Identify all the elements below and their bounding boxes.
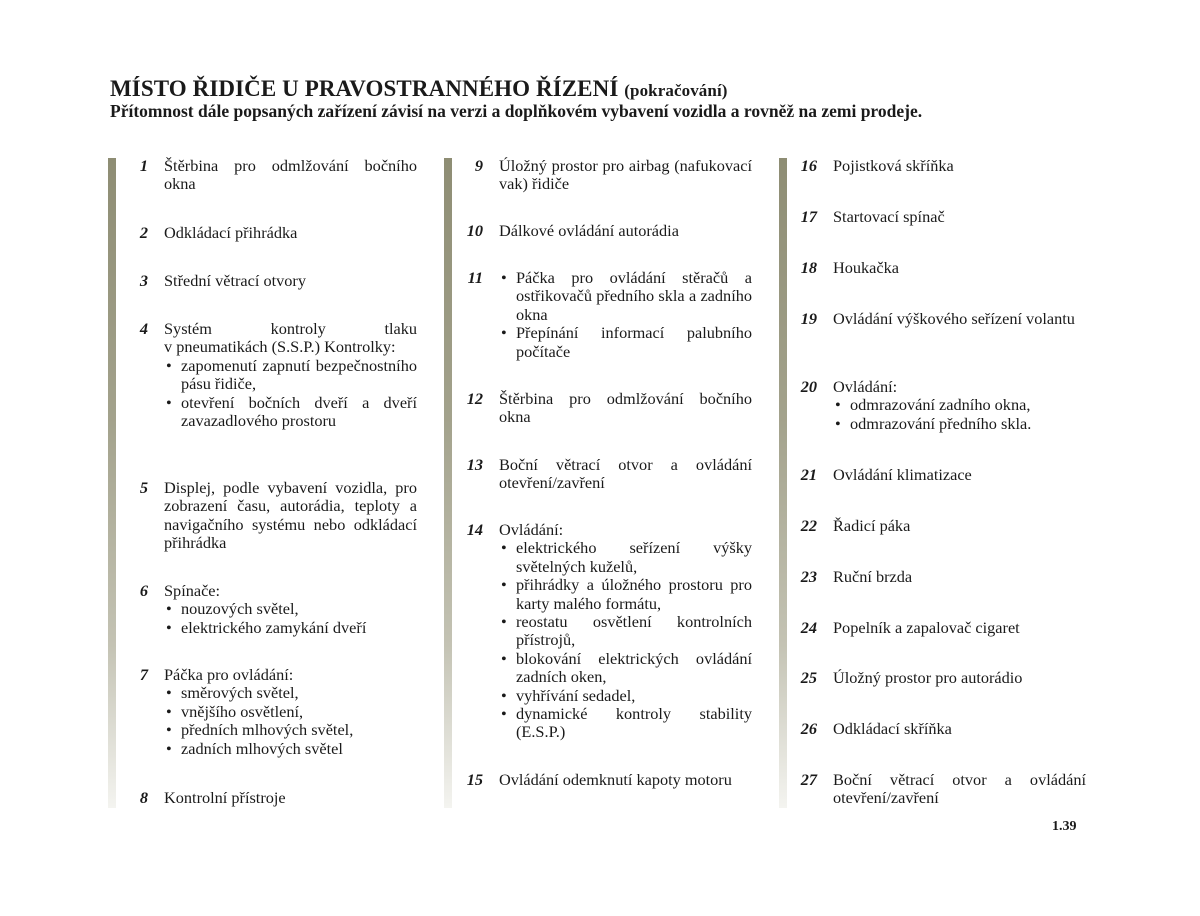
bullet-item [499,705,752,742]
bullet-item [164,619,417,637]
item-body [164,582,417,637]
item-body [164,320,417,430]
bullet-text: otevření bočních dveří a dveří zavazadlového prostoru [181,392,417,431]
bullet-icon: • [501,575,507,595]
bullet-icon: • [501,704,507,724]
item-text: Kontrolní přístroje [164,788,286,807]
item-number: 21 [800,465,817,484]
item-body [499,456,752,493]
bullet-text: odmrazování předního skla. [850,413,1032,433]
item-body [833,669,1086,687]
item-body [833,208,1086,226]
bullet-text: elektrického zamykání dveří [181,617,367,637]
item-number: 10 [466,221,483,240]
item-body [833,568,1086,586]
bullet-text: elektrického seřízení výšky světelných kuželů, [516,538,752,576]
bullet-item [164,394,417,431]
bullet-item [164,600,417,618]
item-body [499,222,752,240]
item-text: Odkládací skříňka [833,719,952,738]
page-subtitle: Přítomnost dále popsaných zařízení závisí na verzi a doplňkovém vybavení vozidla a rovněž na zemi prodeje. [110,101,923,121]
bullet-item [499,576,752,613]
bullet-icon: • [501,648,507,668]
bullet-item [499,539,752,576]
item-text: Displej, podle vybavení vozidla, pro zobrazení času, autorádia, teploty a navigačního systému nebo odkládací přihrádka [164,478,417,553]
item-body [164,666,417,758]
item-text: Houkačka [833,258,899,277]
bullet-icon: • [835,395,841,415]
bullet-icon: • [166,738,172,758]
item-body [833,720,1086,738]
item-number: 3 [139,271,148,290]
bullet-item [499,613,752,650]
bullet-text: Páčka pro ovládání stěračů a ostřikovačů předního skla a zadního okna [516,268,752,324]
item-body [833,466,1086,484]
bullet-icon: • [835,413,841,433]
bullet-text: dynamické kontroly stability (E.S.P.) [516,704,752,742]
bullet-icon: • [166,617,172,637]
item-body [499,390,752,427]
bullet-item [499,324,752,361]
bullet-icon: • [501,685,507,705]
bullet-icon: • [501,612,507,632]
item-body [499,771,752,789]
item-text: Ovládání výškového seřízení volantu [833,309,1075,328]
bullet-text: blokování elektrických ovládání zadních oken, [516,648,752,687]
bullet-text: odmrazování zadního okna, [850,395,1031,415]
bullet-text: přihrádky a úložného prostoru pro karty malého formátu, [516,575,752,613]
item-text: Ovládání: [833,377,898,396]
bullet-icon: • [166,392,172,412]
title-suffix: (pokračování) [624,81,728,100]
item-number: 6 [139,581,148,600]
bullet-text: vnějšího osvětlení, [181,701,304,721]
item-text: Štěrbina pro odmlžování bočního okna [499,389,752,427]
item-number: 26 [800,719,817,738]
item-number: 24 [800,618,817,637]
item-text: Pojistková skříňka [833,156,954,175]
bullet-item [164,703,417,721]
bullet-item [499,687,752,705]
item-number: 7 [139,665,148,684]
item-body [164,789,417,807]
item-body [164,479,417,553]
item-text: Úložný prostor pro autorádio [833,668,1023,687]
item-text: Startovací spínač [833,207,945,226]
bullet-text: předních mlhových světel, [181,720,354,740]
item-text: Ovládání: [499,520,564,539]
item-number: 23 [800,567,817,586]
bullet-item [164,740,417,758]
item-number: 13 [466,455,483,474]
title-main: MÍSTO ŘIDIČE U PRAVOSTRANNÉHO ŘÍZENÍ [110,76,619,101]
bullet-item [833,415,1086,433]
item-text: Systém kontroly tlaku [164,319,417,338]
bullet-item [164,721,417,739]
item-number: 9 [474,156,483,175]
item-text: Páčka pro ovládání: [164,665,294,684]
page-title [110,76,728,102]
item-text: Střední větrací otvory [164,271,306,290]
item-number: 17 [800,207,817,226]
item-number: 19 [800,309,817,328]
item-text: Ovládání odemknutí kapoty motoru [499,770,732,789]
item-number: 11 [467,268,483,287]
bullet-text: zapomenutí zapnutí bezpečnostního pásu řidiče, [181,355,417,394]
bullet-icon: • [166,355,172,375]
item-body [833,378,1086,433]
bullet-item [499,650,752,687]
bullet-icon: • [501,268,507,287]
item-body [164,157,417,194]
bullet-icon: • [166,683,172,703]
bullet-text: vyhřívání sedadel, [516,685,636,705]
bullet-item [164,357,417,394]
bullet-icon: • [166,701,172,721]
item-body [499,157,752,194]
item-body [499,521,752,742]
item-number: 18 [800,258,817,277]
bullet-text: nouzových světel, [181,599,299,619]
item-number: 14 [466,520,483,539]
item-body [833,771,1086,808]
page-number: 1.39 [1052,819,1077,834]
item-body [164,224,417,242]
item-number: 4 [139,319,148,338]
item-number: 20 [800,377,817,396]
item-body [833,517,1086,535]
bullet-item [833,396,1086,414]
item-number: 12 [466,389,483,408]
item-number: 2 [139,223,148,242]
item-number: 8 [139,788,148,807]
bullet-icon: • [501,538,507,558]
item-text: v pneumatikách (S.S.P.) Kontrolky: [164,337,396,357]
item-text: Popelník a zapalovač cigaret [833,618,1020,637]
item-text: Řadicí páka [833,516,911,535]
bullet-text: zadních mlhových světel [181,738,343,758]
item-body [833,259,1086,277]
item-number: 1 [139,156,148,175]
item-text: Boční větrací otvor a ovládání otevření/zavření [833,770,1086,808]
bullet-text: reostatu osvětlení kontrolních přístrojů, [516,612,752,650]
item-body [499,269,752,361]
bullet-item [499,269,752,324]
item-text: Štěrbina pro odmlžování bočního okna [164,156,417,194]
item-text: Ovládání klimatizace [833,465,972,484]
item-number: 16 [800,156,817,175]
item-text: Boční větrací otvor a ovládání otevření/zavření [499,455,752,493]
column-bar [444,158,452,808]
bullet-icon: • [501,323,507,343]
bullet-icon: • [166,599,172,619]
item-number: 5 [139,478,148,497]
item-number: 15 [466,770,483,789]
bullet-item [164,684,417,702]
item-body [833,619,1086,637]
bullet-text: směrových světel, [181,683,299,703]
item-body [833,310,1086,328]
item-body [164,272,417,290]
item-number: 25 [800,668,817,687]
item-number: 27 [800,770,817,789]
item-text: Ruční brzda [833,567,913,586]
item-text: Spínače: [164,581,221,600]
item-text: Odkládací přihrádka [164,223,298,242]
item-number: 22 [800,516,817,535]
bullet-icon: • [166,720,172,740]
item-body [833,157,1086,175]
item-text: Úložný prostor pro airbag (nafukovací vak) řidiče [499,156,752,194]
item-text: Dálkové ovládání autorádia [499,221,679,240]
bullet-text: Přepínání informací palubního počítače [516,323,752,361]
